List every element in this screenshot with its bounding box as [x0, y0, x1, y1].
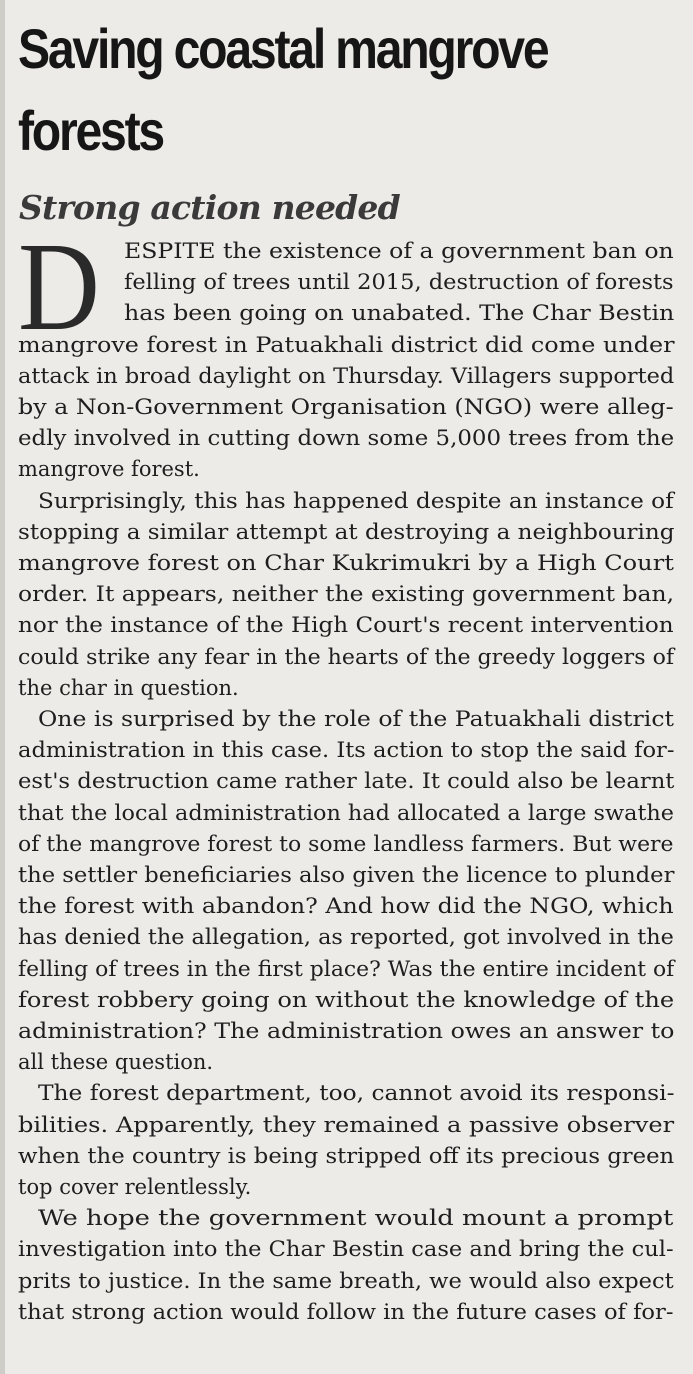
article-line: investigation into the Char Bestin case and bring the cul-: [18, 1237, 674, 1261]
drop-cap: D: [18, 218, 100, 357]
article-line: when the country is being stripped off its precious green: [18, 1144, 675, 1168]
article-line: the char in question.: [18, 676, 239, 700]
article-line: attack in broad daylight on Thursday. Villagers supported: [18, 364, 675, 388]
article-line: by a Non-Government Organisation (NGO) were alleg-: [18, 395, 674, 419]
article-line: has been going on unabated. The Char Bestin: [124, 301, 675, 325]
article-line: prits to justice. In the same breath, we would also expect: [18, 1269, 674, 1293]
article-line: edly involved in cutting down some 5,000 trees from the: [18, 426, 675, 450]
headline-line-1: Saving coastal mangrove: [18, 17, 548, 80]
article-line: administration? The administration owes an answer to: [18, 1019, 675, 1043]
article-line: felling of trees until 2015, destruction of forests: [124, 270, 674, 294]
article-line: could strike any fear in the hearts of the greedy loggers of: [18, 645, 675, 669]
article-line: stopping a similar attempt at destroying a neighbouring: [18, 520, 675, 544]
article-line: all these question.: [18, 1050, 214, 1074]
article-line: Surprisingly, this has happened despite an instance of: [38, 489, 674, 513]
article-headline: [18, 8, 586, 172]
article-line: the forest with abandon? And how did the NGO, which: [18, 894, 674, 918]
article-line: One is surprised by the role of the Patuakhali district: [38, 707, 674, 731]
article-line: bilities. Apparently, they remained a passive observer: [18, 1113, 675, 1137]
article-line: nor the instance of the High Court's recent intervention: [18, 613, 674, 637]
article-line: The forest department, too, cannot avoid its responsi-: [38, 1081, 675, 1105]
article-line: We hope the government would mount a prompt: [38, 1206, 674, 1230]
article-line: the settler beneficiaries also given the licence to plunder: [18, 863, 675, 887]
article-line: order. It appears, neither the existing government ban,: [18, 582, 675, 606]
article-line: mangrove forest in Patuakhali district did come under: [18, 333, 675, 357]
article-line: has denied the allegation, as reported, got involved in the: [18, 925, 674, 949]
article-line: forest robbery going on without the knowledge of the: [18, 988, 675, 1012]
article-line: ESPITE the existence of a government ban on: [124, 239, 674, 263]
article-line: of the mangrove forest to some landless farmers. But were: [18, 832, 674, 856]
article-line: mangrove forest on Char Kukrimukri by a High Court: [18, 551, 674, 575]
article-line: est's destruction came rather late. It could also be learnt: [18, 769, 675, 793]
article-line: top cover relentlessly.: [18, 1175, 252, 1199]
article-line: that strong action would follow in the future cases of for-: [18, 1300, 674, 1324]
article-line: that the local administration had allocated a large swathe: [18, 801, 675, 825]
article-subheadline: Strong action needed: [19, 188, 400, 227]
article-line: felling of trees in the first place? Was the entire incident of: [18, 957, 675, 981]
page-edge: [0, 0, 5, 1374]
article-line: mangrove forest.: [18, 457, 200, 481]
headline-line-2: forests: [18, 99, 163, 162]
article-line: administration in this case. Its action to stop the said for-: [18, 738, 675, 762]
